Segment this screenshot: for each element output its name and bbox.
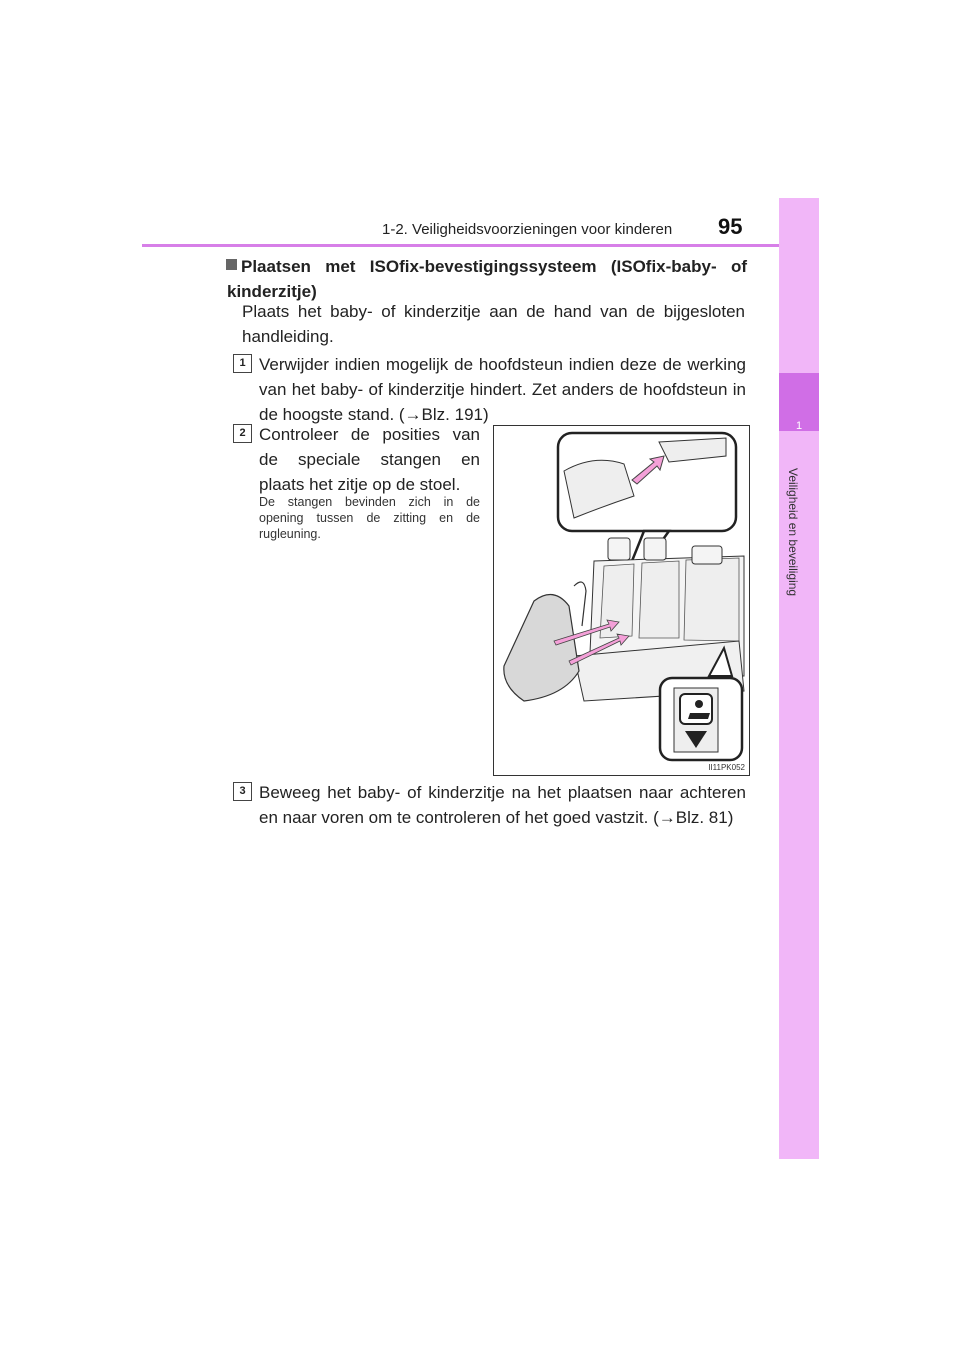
seat-section-right xyxy=(684,558,739,641)
headrest-middle xyxy=(644,538,666,560)
intro-paragraph: Plaats het baby- of kinderzitje aan de hand van de bijgesloten handleiding. xyxy=(242,302,745,346)
step-3-text: Beweeg het baby- of kinderzitje na het plaatsen naar achteren en naar voren om te controleren of het goed vastzit. (→Blz. 81) xyxy=(259,783,746,827)
step-number-2: 2 xyxy=(233,424,252,443)
isofix-seat-symbol-icon xyxy=(680,694,712,724)
child-seat-handle xyxy=(574,582,586,626)
child-seat xyxy=(504,595,579,701)
step-number-3: 3 xyxy=(233,782,252,801)
chapter-title: Veiligheid en beveiliging xyxy=(786,468,800,597)
isofix-illustration-drawing xyxy=(494,426,749,775)
isofix-child-head-icon xyxy=(695,700,703,708)
header-divider xyxy=(142,244,818,247)
seat-section-middle xyxy=(639,561,679,638)
section-heading-text: Plaatsen met ISOfix-bevestigingssysteem (ISOfix-baby- of kinderzitje) xyxy=(227,257,747,301)
headrest-left xyxy=(608,538,630,560)
page-number: 95 xyxy=(718,214,743,239)
step-2-text: Controleer de posities van de speciale stangen en plaats het zitje op de stoel. xyxy=(259,425,480,494)
step-2-note: De stangen bevinden zich in de opening tussen de zitting en de rugleuning. xyxy=(259,495,480,541)
step-number-1: 1 xyxy=(233,354,252,373)
headrest-right xyxy=(692,546,722,564)
figure-code: II11PK052 xyxy=(708,763,745,772)
section-title: 1-2. Veiligheidsvoorzieningen voor kinderen xyxy=(382,221,673,238)
isofix-illustration xyxy=(493,425,750,776)
step-1-text: Verwijder indien mogelijk de hoofdsteun indien deze de werking van het baby- of kinderzitje hindert. Zet anders de hoofdsteun in de hoogste stand. (→Blz. 191) xyxy=(259,355,746,424)
chapter-side-tab xyxy=(779,198,819,1159)
chapter-number: 1 xyxy=(795,420,803,432)
isofix-child-body-icon xyxy=(688,713,710,719)
section-heading xyxy=(227,254,747,304)
